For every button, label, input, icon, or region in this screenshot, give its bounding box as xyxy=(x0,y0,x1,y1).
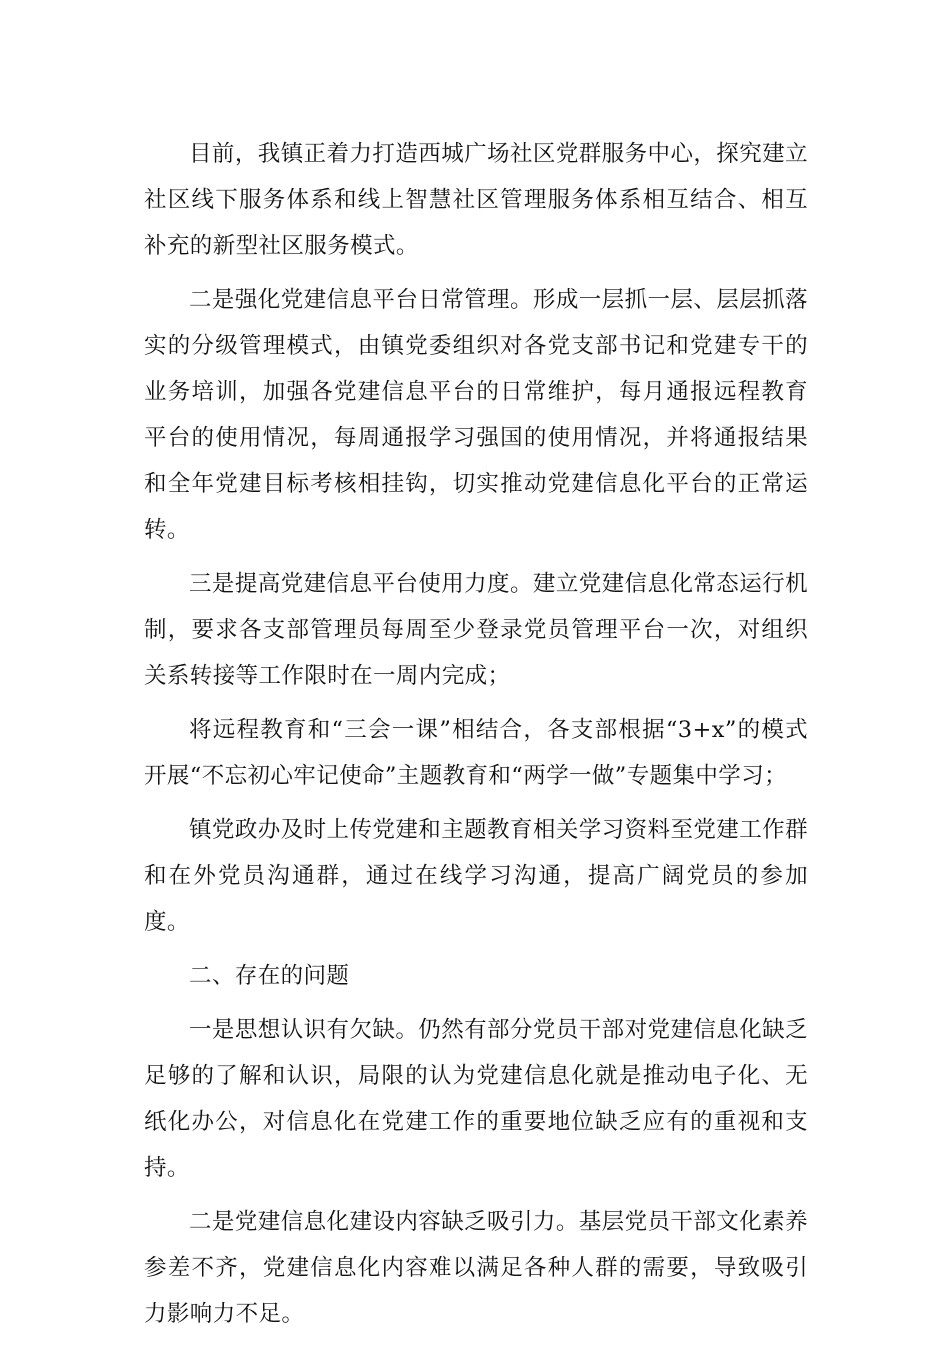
paragraph-awareness: 一是思想认识有欠缺。仍然有部分党员干部对党建信息化缺乏足够的了解和认识，局限的认为党建信息化就是推动电子化、无纸化办公，对信息化在党建工作的重要地位缺乏应有的重视和支持。 xyxy=(144,1017,808,1181)
paragraph-content-appeal: 二是党建信息化建设内容缺乏吸引力。基层党员干部文化素养参差不齐，党建信息化内容难以满足各种人群的需要，导致吸引力影响力不足。 xyxy=(144,1209,808,1327)
paragraph-upload-materials: 镇党政办及时上传党建和主题教育相关学习资料至党建工作群和在外党员沟通群，通过在线学习沟通，提高广阔党员的参加度。 xyxy=(144,817,808,935)
paragraph-usage-strength: 三是提高党建信息平台使用力度。建立党建信息化常态运行机制，要求各支部管理员每周至少登录党员管理平台一次，对组织关系转接等工作限时在一周内完成； xyxy=(144,571,808,689)
section-heading-problems: 二、存在的问题 xyxy=(189,963,350,989)
paragraph-community-service: 目前，我镇正着力打造西城广场社区党群服务中心，探究建立社区线下服务体系和线上智慧社区管理服务体系相互结合、相互补充的新型社区服务模式。 xyxy=(144,141,808,259)
paragraph-remote-education: 将远程教育和“三会一课”相结合，各支部根据“3+x”的模式开展“不忘初心牢记使命”主题教育和“两学一做”专题集中学习； xyxy=(144,717,808,789)
document-body xyxy=(144,131,808,1345)
paragraph-daily-management: 二是强化党建信息平台日常管理。形成一层抓一层、层层抓落实的分级管理模式，由镇党委组织对各党支部书记和党建专干的业务培训，加强各党建信息平台的日常维护，每月通报远程教育平台的使用情况，每周通报学习强国的使用情况，并将通报结果和全年党建目标考核相挂钩，切实推动党建信息化平台的正常运转。 xyxy=(144,287,808,543)
